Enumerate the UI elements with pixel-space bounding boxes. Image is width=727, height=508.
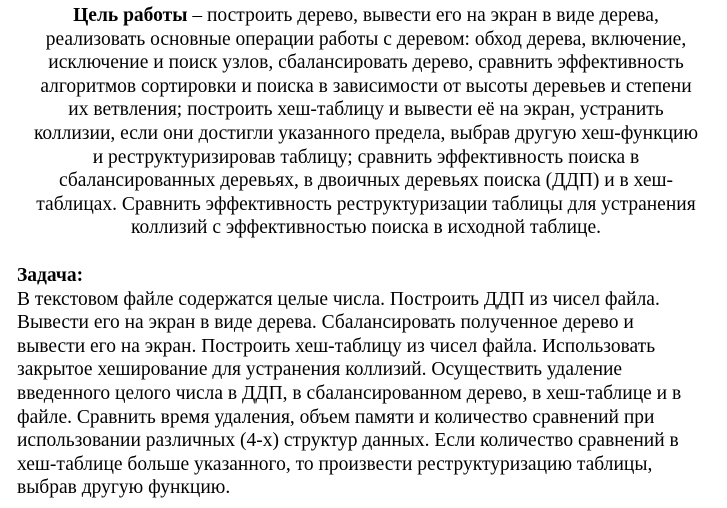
task-line-3: вывести его на экран. Построить хеш-таблицу из чисел файла. Использовать (17, 335, 656, 357)
goal-paragraph (17, 4, 715, 240)
task-paragraph (17, 264, 715, 500)
goal-line-3: исключение и поиск узлов, сбалансировать дерево, сравнить эффективность (48, 52, 684, 74)
task-line-6: файле. Сравнить время удаления, объем памяти и количество сравнений при (17, 406, 655, 428)
task-line-7: использовании различных (4-х) структур данных. Если количество сравнений в (17, 430, 679, 452)
goal-line-10: коллизий с эффективностью поиска в исходной таблице. (131, 217, 601, 239)
task-line-9: выбрав другую функцию. (17, 477, 231, 499)
goal-line-7: и реструктуризировав таблицу; сравнить эффективность поиска в (92, 146, 640, 168)
goal-line-4: алгоритмов сортировки и поиска в зависимости от высоты деревьев и степени (40, 75, 692, 97)
goal-line-6: коллизии, если они достигли указанного предела, выбрав другую хеш-функцию (33, 122, 699, 144)
goal-label: Цель работы (73, 5, 188, 26)
task-line-5: введенного целого числа в ДДП, в сбалансированном дерево, в хеш-таблице и в (17, 382, 682, 404)
task-line-2: Вывести его на экран в виде дерева. Сбалансировать полученное дерево и (17, 312, 634, 334)
task-line-4: закрытое хеширование для устранения коллизий. Осуществить удаление (17, 359, 623, 381)
task-line-8: хеш-таблице больше указанного, то произвести реструктуризацию таблицы, (17, 453, 653, 475)
goal-line-8: сбалансированных деревьях, в двоичных деревьях поиска (ДДП) и в хеш- (58, 170, 674, 192)
paragraph-gap (17, 240, 715, 264)
task-line-1: В текстовом файле содержатся целые числа. Построить ДДП из чисел файла. (17, 288, 660, 310)
task-heading (17, 264, 715, 288)
goal-line-2: реализовать основные операции работы с деревом: обход дерева, включение, (45, 28, 687, 50)
goal-line-9: таблицах. Сравнить эффективность реструктуризации таблицы для устранения (36, 193, 696, 215)
goal-line-5: их ветвления; построить хеш-таблицу и вывести её на экран, устранить (68, 99, 664, 121)
goal-line-1-text: – построить дерево, вывести его на экран в виде дерева, (187, 5, 659, 26)
task-label: Задача: (17, 264, 84, 286)
goal-line-1 (17, 4, 715, 28)
